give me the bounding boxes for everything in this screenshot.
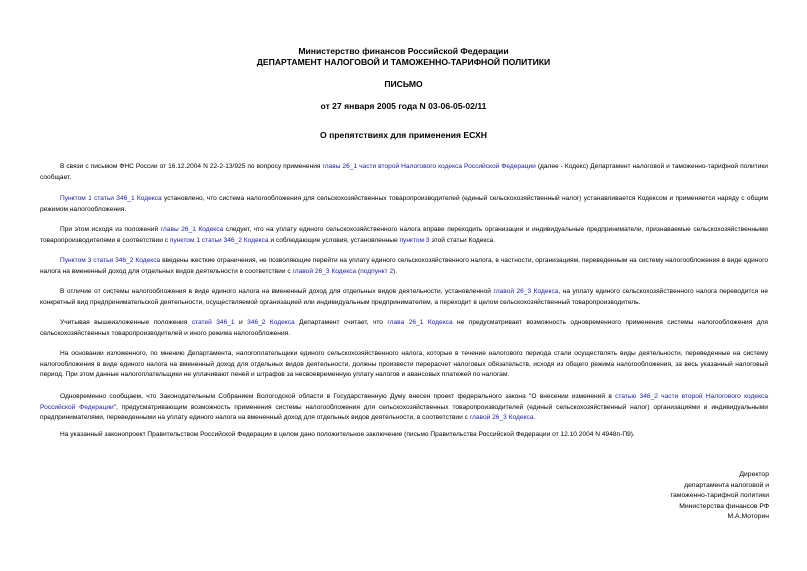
paragraph-text: этой статьи Кодекса. bbox=[429, 236, 496, 244]
paragraph-text: В связи с письмом ФНС России от 16.12.2004 N 22-2-13/925 по вопросу применения bbox=[60, 163, 323, 170]
paragraph-text: При этом исходя из положений bbox=[60, 226, 161, 233]
law-reference-link[interactable]: статей 346_1 bbox=[191, 319, 235, 326]
paragraph-text: . bbox=[533, 414, 536, 422]
law-reference-link[interactable]: 346_2 Кодекса bbox=[247, 319, 295, 326]
signature-block bbox=[670, 470, 769, 523]
paragraph-1 bbox=[40, 162, 768, 183]
ministry-title: Министерство финансов Российской Федерации bbox=[298, 46, 509, 56]
paragraph-text: Департамент считает, что bbox=[294, 319, 388, 326]
paragraph-6 bbox=[40, 318, 768, 339]
paragraph-text: и bbox=[234, 319, 248, 326]
paragraph-text: не предусматривает возможность одновременного применения системы налогообложения для сельскохозяйственных товаропроизводителей и иного режима налогообложения. bbox=[40, 319, 768, 337]
signature-line: таможенно-тарифной политики bbox=[669, 492, 769, 500]
law-reference-link[interactable]: пунктом 1 статьи 346_2 Кодекса bbox=[169, 236, 269, 244]
paragraph-2 bbox=[40, 194, 768, 215]
law-reference-link[interactable]: главой 26_3 Кодекса bbox=[469, 414, 534, 422]
paragraph-text: , на уплату единого сельскохозяйственного налога переводится не конкретный вид предпринимательской деятельности, осуществляемой организацией или индивидуальным предпринимателем, а переходит в целом сельскохозяйственный товаропроизводитель. bbox=[40, 288, 769, 306]
paragraph-text: установлено, что система налогообложения для сельскохозяйственных товаропроизводителей (единый сельскохозяйственный налог) устанавливается Кодексом и применяется наряду с общим режимом налогообложения. bbox=[40, 195, 768, 213]
paragraph-text: На указанный законопроект Правительством Российской Федерации в целом дано положительное заключение (письмо Правительства Российской Федерации от 12.10.2004 N 4948п-П9). bbox=[60, 431, 635, 438]
paragraph-text: На основании изложенного, по мнению Департамента, налогоплательщики единого сельскохозяйственного налога, которые в течение налогового периода стали осуществлять виды деятельности, переведенные на систему налогообложения в виде единого налога на вмененный доход для отдельных видов деятельности, должны произвести перерасчет налоговых обязательств, исходя из общего режима налогообложения, за весь указанный налоговый период. При этом данные налогоплательщики не уплачивают пеней и штрафов за несвоевременную уплату налогов и авансовых платежей по налогам. bbox=[40, 350, 768, 379]
paragraph-3 bbox=[40, 225, 768, 246]
law-reference-link[interactable]: главы 26_1 Кодекса bbox=[160, 226, 224, 233]
signature-line: Министерства финансов РФ bbox=[679, 502, 769, 510]
signature-line: Директор bbox=[739, 471, 769, 478]
law-reference-link[interactable]: Пунктом 1 статьи 346_1 Кодекса bbox=[60, 195, 162, 202]
document-date-number: от 27 января 2005 года N 03-06-05-02/11 bbox=[320, 101, 487, 111]
law-reference-link[interactable]: пунктом 3 bbox=[399, 236, 430, 244]
paragraph-5 bbox=[40, 287, 768, 308]
paragraph-9 bbox=[40, 430, 768, 441]
law-reference-link[interactable]: глава 26_1 Кодекса bbox=[387, 319, 453, 326]
paragraph-4 bbox=[40, 256, 768, 277]
signature-line: департамента налоговой и bbox=[684, 481, 769, 489]
department-title: ДЕПАРТАМЕНТ НАЛОГОВОЙ И ТАМОЖЕННО-ТАРИФНОЙ ПОЛИТИКИ bbox=[256, 57, 551, 67]
paragraph-text: и соблюдающие условия, установленные bbox=[268, 236, 400, 244]
law-reference-link[interactable]: главы 26_1 части второй Налогового кодекса Российской Федерации bbox=[322, 163, 536, 170]
law-reference-link[interactable]: главой 26_3 Кодекса bbox=[493, 288, 559, 295]
document-subject: О препятствиях для применения ЕСХН bbox=[320, 130, 487, 140]
paragraph-text: ", предусматривающим возможность применения системы налогообложения для сельскохозяйственных товаропроизводителей (единый сельскохозяйственный налог) организациями и индивидуальными предпринимателями, переведенными на уплату единого налога на вмененный доход для отдельных видов деятельности, в соответствии с bbox=[40, 403, 768, 422]
paragraph-text: Одновременно сообщаем, что Законодательным Собранием Вологодской области в Государственную Думу внесен проект федерального закона "О внесении изменений в bbox=[60, 393, 616, 400]
law-reference-link[interactable]: главой 26_3 Кодекса bbox=[292, 267, 357, 275]
paragraph-text: ). bbox=[393, 267, 398, 275]
paragraph-text: Учитывая вышеизложенные положения bbox=[60, 319, 192, 326]
paragraph-8 bbox=[40, 392, 768, 424]
paragraph-7 bbox=[40, 349, 768, 381]
document-type: ПИСЬМО bbox=[384, 79, 423, 89]
paragraph-text: (далее - Кодекс) Департамент налоговой и таможенно-тарифной политики сообщает. bbox=[40, 163, 768, 181]
paragraph-text: следует, что на уплату единого сельскохозяйственного налога вправе переходить организации и индивидуальные предприниматели, признаваемые сельскохозяйственными товаропроизводителями в соответствии с bbox=[40, 226, 768, 244]
paragraph-text: В отличие от системы налогообложения в виде единого налога на вмененный доход для отдельных видов деятельности, установленной bbox=[60, 288, 494, 295]
law-reference-link[interactable]: подпункт 2 bbox=[360, 267, 394, 275]
paragraph-text: ( bbox=[356, 267, 361, 275]
law-reference-link[interactable]: статью 346_2 части второй Налогового кодекса Российской Федерации bbox=[40, 393, 769, 411]
paragraph-text: введены жесткие ограничения, не позволяющие перейти на уплату единого сельскохозяйственного налога, в частности, организациям, переведенным на систему налогообложения в виде единого налога на вмененный доход для отдельных видов деятельности в соответствии с bbox=[40, 257, 768, 275]
signature-name: М.А.Моторин bbox=[727, 513, 769, 521]
law-reference-link[interactable]: Пунктом 3 статьи 346_2 Кодекса bbox=[60, 257, 161, 264]
